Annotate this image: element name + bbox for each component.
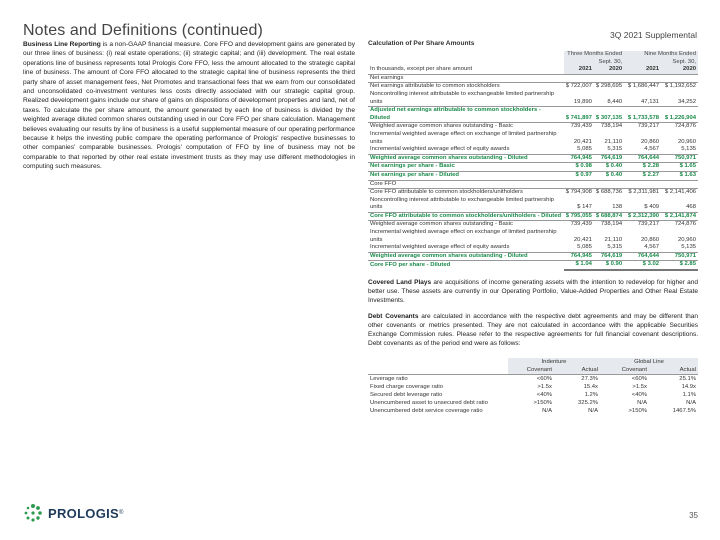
cell-value: $ 688,736 bbox=[595, 189, 623, 196]
cell-value: 764,619 bbox=[594, 154, 624, 163]
logo-trademark: ® bbox=[119, 510, 124, 516]
row-label: Noncontrolling interest attributable to exchangeable limited partnership units bbox=[368, 197, 564, 213]
covenants-table bbox=[368, 358, 698, 415]
cell-value: 20,860 bbox=[641, 138, 660, 145]
cell-value: $ 722,007 bbox=[565, 83, 592, 90]
row-label: Net earnings per share - Diluted bbox=[368, 171, 564, 180]
cell-value: N/A bbox=[542, 408, 552, 415]
per-share-heading: Calculation of Per Share Amounts bbox=[368, 40, 475, 47]
row-label: Core FFO per share - Diluted bbox=[370, 262, 451, 269]
group-header-row bbox=[368, 51, 698, 59]
per-share-table bbox=[368, 51, 698, 271]
row-label: Incremental weighted average effect on exchange of limited partnership units bbox=[370, 229, 557, 243]
cell-value: 47,131 bbox=[624, 91, 661, 107]
cell-value: $ 2,311,981 bbox=[624, 189, 661, 197]
debt-covenants-text: are calculated in accordance with the respective debt agreements and may be different than other covenants or metrics presented. They are not calculated in accordance with the applicable Securities Exchange Commission rules. Please refer to the respective agreements for full financial covenant descriptions. Debt covenants as of the period end were as follows: bbox=[368, 313, 698, 348]
cell-value: $ 1,226,904 bbox=[661, 107, 698, 123]
row-label: Weighted average common shares outstanding - Basic bbox=[370, 221, 513, 228]
cell-value: $ 2,141,874 bbox=[661, 212, 698, 221]
units-label: In thousands, except per share amount bbox=[368, 66, 564, 74]
cell-value: $ 0.40 bbox=[594, 163, 624, 172]
cell-value: 5,315 bbox=[594, 146, 624, 154]
cell-value: 724,876 bbox=[674, 123, 696, 130]
cell-value: 5,315 bbox=[594, 244, 624, 252]
cell-value: 1.1% bbox=[682, 392, 696, 399]
prologis-logo bbox=[23, 501, 123, 525]
cell-value: $ 741,897 bbox=[564, 107, 594, 123]
prologis-logo-icon bbox=[23, 503, 43, 523]
cell-value: $ 307,135 bbox=[594, 107, 624, 123]
right-column bbox=[368, 40, 698, 415]
cell-value: $ 1,686,447 bbox=[624, 83, 661, 91]
cell-value: 738,194 bbox=[600, 123, 623, 130]
covered-land-term: Covered Land Plays bbox=[368, 279, 432, 287]
table-row-total bbox=[368, 212, 698, 221]
row-label: Secured debt leverage ratio bbox=[370, 392, 443, 399]
table-row bbox=[368, 83, 698, 91]
cell-value: 27.3% bbox=[581, 376, 598, 383]
cell-value: 15.4x bbox=[583, 384, 598, 391]
table-row bbox=[368, 221, 698, 229]
cell-value: 20,421 bbox=[573, 236, 592, 243]
actual-col-header: Actual bbox=[554, 366, 600, 375]
cell-value: $ 1.04 bbox=[564, 261, 594, 270]
table-row bbox=[368, 244, 698, 252]
table-row-total bbox=[368, 154, 698, 163]
cell-value: $ 298,695 bbox=[595, 83, 623, 90]
table-row bbox=[368, 229, 698, 244]
table-row bbox=[368, 146, 698, 154]
covered-land-text: are acquisitions of income generating assets with the intention to redevelop for higher and better use. These assets are currently in our Operating Portfolio, Value-Added Properties and Other Real Estate Investments. bbox=[368, 279, 698, 305]
cell-value: 4,567 bbox=[624, 244, 661, 252]
year-header: 2020 bbox=[661, 66, 698, 74]
cell-value: 8,440 bbox=[594, 91, 624, 107]
debt-covenants-paragraph bbox=[368, 312, 698, 348]
indenture-header: Indenture bbox=[508, 358, 600, 366]
year-header: 2020 bbox=[594, 66, 624, 74]
row-label: Core FFO attributable to common stockholders/unitholders bbox=[368, 189, 564, 197]
cell-value: 21,110 bbox=[604, 236, 623, 243]
nine-months-subheader: Sept. 30, bbox=[624, 59, 698, 67]
cell-value: $ 147 bbox=[564, 197, 594, 213]
table-row-total bbox=[368, 261, 698, 270]
covenants-group-header-row bbox=[368, 358, 698, 366]
cell-value: 764,619 bbox=[594, 252, 624, 261]
cell-value: $ 795,055 bbox=[564, 212, 594, 221]
cell-value: 468 bbox=[661, 197, 698, 213]
row-label: Adjusted net earnings attributable to common stockholders - Diluted bbox=[368, 107, 564, 123]
cell-value: 750,971 bbox=[661, 154, 698, 163]
cell-value: $ 688,874 bbox=[594, 212, 624, 221]
cell-value: 20,960 bbox=[677, 138, 696, 145]
year-header: 2021 bbox=[564, 66, 594, 74]
cell-value: 325.2% bbox=[578, 400, 598, 407]
cell-value: $ 1.65 bbox=[661, 163, 698, 172]
cell-value: 764,945 bbox=[564, 154, 594, 163]
cell-value: 19,890 bbox=[564, 91, 594, 107]
cell-value: <40% bbox=[631, 392, 647, 399]
cell-value: 21,110 bbox=[604, 138, 623, 145]
table-row bbox=[368, 399, 698, 407]
cell-value: 138 bbox=[594, 197, 624, 213]
covenants-col-header-row bbox=[368, 366, 698, 375]
cell-value: 14.9x bbox=[681, 384, 696, 391]
cell-value: $ 2,141,406 bbox=[661, 189, 698, 197]
section-title-row bbox=[368, 74, 698, 83]
supplemental-label: 3Q 2021 Supplemental bbox=[610, 30, 697, 40]
cell-value: $ 1.63 bbox=[661, 171, 698, 180]
cell-value: $ 2,312,390 bbox=[624, 212, 661, 221]
table-row bbox=[368, 197, 698, 213]
covenant-col-header: Covenant bbox=[508, 366, 554, 375]
cell-value: >150% bbox=[533, 400, 552, 407]
cell-value: >150% bbox=[628, 408, 647, 415]
cell-value: $ 1,733,578 bbox=[624, 107, 661, 123]
table-row bbox=[368, 131, 698, 146]
cell-value: $ 1,192,652 bbox=[661, 83, 698, 91]
cell-value: 764,644 bbox=[624, 252, 661, 261]
cell-value: $ 0.97 bbox=[564, 171, 594, 180]
table-row-total bbox=[368, 171, 698, 180]
row-label: Incremental weighted average effect of equity awards bbox=[368, 244, 564, 252]
cell-value: 5,085 bbox=[564, 146, 594, 154]
cell-value: $ 2.85 bbox=[661, 261, 698, 270]
cell-value: 750,971 bbox=[661, 252, 698, 261]
cell-value: N/A bbox=[637, 400, 647, 407]
cell-value: 739,217 bbox=[637, 221, 660, 228]
cell-value: 739,217 bbox=[637, 123, 660, 130]
cell-value: 25.1% bbox=[679, 376, 696, 383]
cell-value: 5,135 bbox=[661, 244, 698, 252]
cell-value: 4,567 bbox=[624, 146, 661, 154]
table-row bbox=[368, 189, 698, 197]
table-row-total bbox=[368, 252, 698, 261]
table-row bbox=[368, 91, 698, 107]
row-label: Core FFO attributable to common stockholders/unitholders - Diluted bbox=[368, 212, 564, 221]
row-label: Leverage ratio bbox=[370, 376, 408, 383]
table-row-total bbox=[368, 163, 698, 172]
row-label: Noncontrolling interest attributable to exchangeable limited partnership units bbox=[368, 91, 564, 107]
cell-value: $ 2.28 bbox=[624, 163, 661, 172]
cell-value: $ 0.98 bbox=[564, 163, 594, 172]
group-header-row-2 bbox=[368, 59, 698, 67]
cell-value: $ 794,908 bbox=[565, 189, 592, 196]
cell-value: $ 0.40 bbox=[594, 171, 624, 180]
cell-value: 1467.5% bbox=[672, 408, 696, 415]
covenant-col-header: Covenant bbox=[600, 366, 649, 375]
page-title: Notes and Definitions (continued) bbox=[23, 22, 263, 39]
net-earnings-title: Net earnings bbox=[370, 74, 404, 81]
row-label: Weighted average common shares outstanding - Basic bbox=[370, 123, 513, 130]
cell-value: >1.5x bbox=[537, 384, 552, 391]
cell-value: 739,439 bbox=[570, 123, 592, 130]
covered-land-paragraph bbox=[368, 278, 698, 305]
nine-months-header: Nine Months Ended bbox=[624, 51, 698, 59]
cell-value: 1.2% bbox=[584, 392, 598, 399]
cell-value: <60% bbox=[631, 376, 647, 383]
table-row-total bbox=[368, 107, 698, 123]
year-header-row bbox=[368, 66, 698, 74]
row-label: Unencumbered debt service coverage ratio bbox=[370, 408, 483, 415]
table-row bbox=[368, 391, 698, 399]
cell-value: $ 2.27 bbox=[624, 171, 661, 180]
cell-value: <60% bbox=[536, 376, 552, 383]
cell-value: 20,421 bbox=[573, 138, 592, 145]
cell-value: >1.5x bbox=[632, 384, 647, 391]
cell-value: 764,945 bbox=[564, 252, 594, 261]
cell-value: 739,439 bbox=[570, 221, 592, 228]
business-line-reporting-term: Business Line Reporting bbox=[23, 41, 101, 48]
cell-value: 20,960 bbox=[677, 236, 696, 243]
cell-value: N/A bbox=[686, 400, 696, 407]
business-line-reporting-paragraph bbox=[23, 40, 355, 172]
row-label: Fixed charge coverage ratio bbox=[370, 384, 444, 391]
cell-value: 764,644 bbox=[624, 154, 661, 163]
cell-value: 724,876 bbox=[674, 221, 696, 228]
debt-covenants-term: Debt Covenants bbox=[368, 313, 419, 321]
actual-col-header: Actual bbox=[649, 366, 698, 375]
cell-value: 34,252 bbox=[661, 91, 698, 107]
cell-value: 738,194 bbox=[600, 221, 623, 228]
row-label: Weighted average common shares outstanding - Diluted bbox=[368, 154, 564, 163]
year-header: 2021 bbox=[624, 66, 661, 74]
cell-value: $ 3.02 bbox=[624, 261, 661, 270]
section-title-row bbox=[368, 180, 698, 189]
cell-value: 5,085 bbox=[564, 244, 594, 252]
row-label: Unencumbered asset to unsecured debt ratio bbox=[370, 400, 488, 407]
three-months-header: Three Months Ended bbox=[564, 51, 624, 59]
cell-value: $ 0.90 bbox=[594, 261, 624, 270]
row-label: Net earnings per share - Basic bbox=[368, 163, 564, 172]
page-number: 35 bbox=[689, 511, 698, 520]
business-line-reporting-text: is a non-GAAP financial measure. Core FFO and development gains are generated by our three lines of business: (i) real estate operations; (ii) strategic capital; and (iii) development. The real estate operations line of business represents total Prologis Core FFO, less the amount allocated to the strategic capital line of business. The amount of Core FFO allocated to the strategic capital line of business represents the third party share of asset management fees, Net Promotes and transactional fees that we earn from our consolidated and unconsolidated co-investment ventures less costs directly associated with our strategic capital group. Realized development gains include our share of gains on dispositions of development properties and land, net of taxes. To calculate the per share amount, the amount generated by each line of business is divided by the weighted average diluted common shares outstanding used in our Core FFO per share calculation. Management believes evaluating our results by line of business is a useful supplemental measure of our operating performance because it helps the investing public compare the operating performance of Prologis' respective businesses to other companies' comparable businesses. Prologis' computation of FFO by line of business may not be comparable to that reported by other real estate investment trusts as they may use different methodologies in computing such measures. bbox=[23, 41, 355, 171]
table-row bbox=[368, 383, 698, 391]
table-row bbox=[368, 407, 698, 415]
logo-text: PROLOGIS bbox=[48, 505, 120, 521]
row-label: Weighted average common shares outstanding - Diluted bbox=[368, 252, 564, 261]
cell-value: N/A bbox=[588, 408, 598, 415]
table-row bbox=[368, 123, 698, 131]
table-row bbox=[368, 375, 698, 384]
row-label: Incremental weighted average effect of equity awards bbox=[368, 146, 564, 154]
cell-value: 20,860 bbox=[641, 236, 660, 243]
cell-value: $ 409 bbox=[624, 197, 661, 213]
global-line-header: Global Line bbox=[600, 358, 698, 366]
row-label: Net earnings attributable to common stockholders bbox=[368, 83, 564, 91]
cell-value: <40% bbox=[536, 392, 552, 399]
cell-value: 5,135 bbox=[661, 146, 698, 154]
three-months-subheader: Sept. 30, bbox=[564, 59, 624, 67]
row-label: Incremental weighted average effect on exchange of limited partnership units bbox=[370, 130, 557, 145]
core-ffo-title: Core FFO bbox=[370, 180, 397, 187]
